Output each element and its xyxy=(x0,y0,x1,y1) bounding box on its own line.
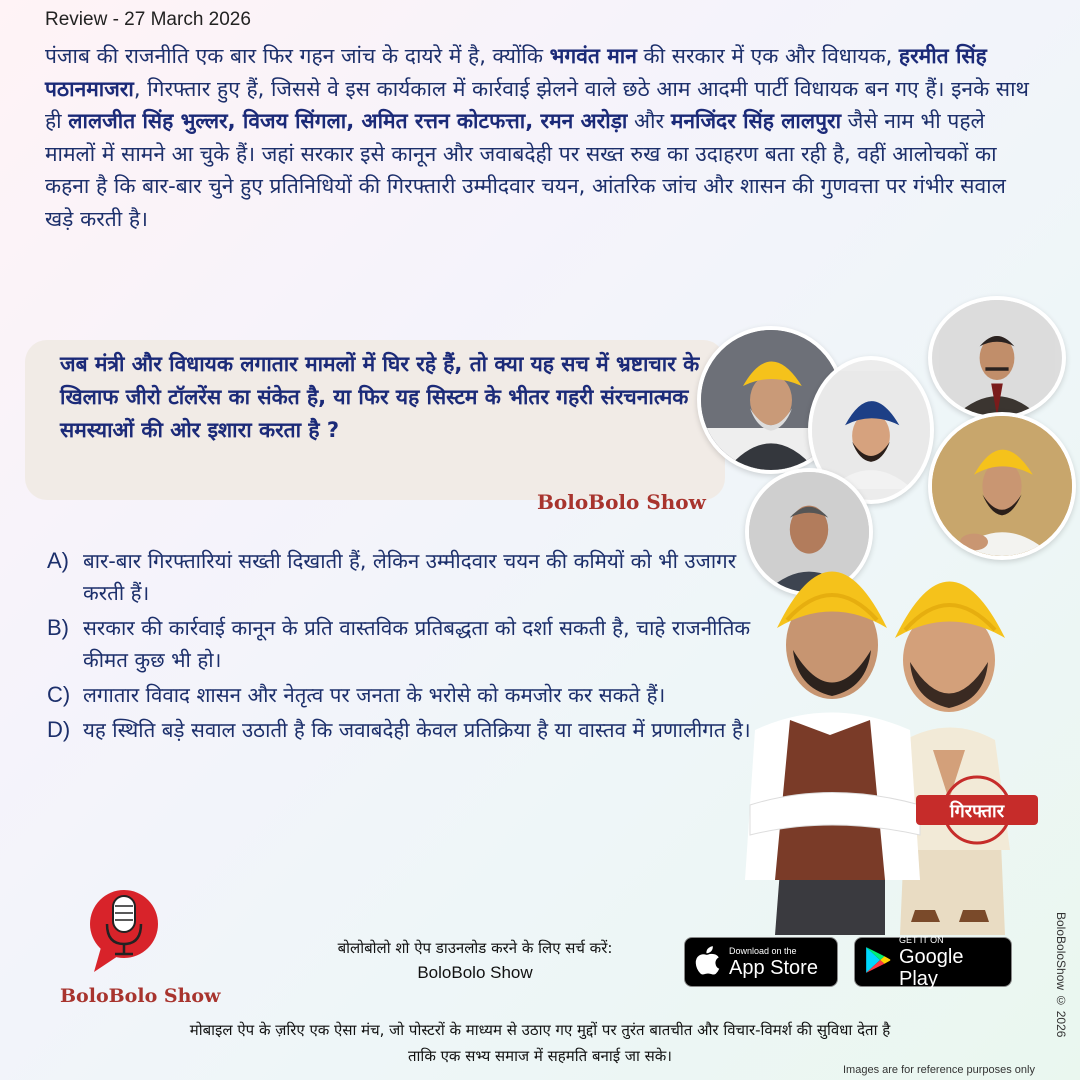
google-play-button[interactable] xyxy=(854,934,1012,990)
name-manjinder-singh: मनजिंदर सिंह लालपुरा xyxy=(670,109,842,133)
option-d[interactable] xyxy=(47,714,767,746)
option-text: लगातार विवाद शासन और नेतृत्व पर जनता के भरोसे को कमजोर कर सकते हैं। xyxy=(83,683,666,707)
apple-icon xyxy=(695,945,721,979)
footer-line-2: ताकि एक सभ्य समाज में सहमति बनाई जा सके। xyxy=(408,1047,672,1065)
google-play-icon xyxy=(865,946,891,978)
portrait-man-suit xyxy=(928,296,1066,420)
name-harmeet-singh: हरमीत सिंह पठानमाजरा xyxy=(45,44,987,101)
intro-paragraph xyxy=(45,40,1035,235)
brand-watermark: BoloBolo Show xyxy=(537,490,706,514)
app-store-small-text: Download on the xyxy=(729,945,797,956)
app-store-button[interactable] xyxy=(684,937,838,987)
intro-text: की सरकार में एक और विधायक, xyxy=(636,44,899,68)
answer-options xyxy=(47,545,767,749)
portrait-yellow-turban-folded-hands xyxy=(928,412,1076,560)
question-text: जब मंत्री और विधायक लगातार मामलों में घिर रहे हैं, तो क्या यह सच में भ्रष्टाचार के खिलाफ जीरो टॉलरेंस का संकेत है, या फिर यह सिस्टम के भीतर गहरी संरचनात्मक समस्याओं की ओर इशारा करता है ? xyxy=(60,352,700,442)
option-text: यह स्थिति बड़े सवाल उठाती है कि जवाबदेही केवल प्रतिक्रिया है या वास्तव में प्रणालीगत है। xyxy=(83,718,751,742)
brand-logo-text: BoloBolo Show xyxy=(60,985,221,1007)
option-text: बार-बार गिरफ्तारियां सख्ती दिखाती हैं, लेकिन उम्मीदवार चयन की कमियों को भी उजागर करती हैं। xyxy=(83,549,737,605)
search-term: BoloBolo Show xyxy=(417,963,533,982)
intro-text: पंजाब की राजनीति एक बार फिर गहन जांच के दायरे में है, क्योंकि xyxy=(45,44,550,68)
leaders-illustration xyxy=(735,550,1045,935)
option-c[interactable] xyxy=(47,679,767,711)
disclaimer: Images are for reference purposes only xyxy=(843,1064,1035,1076)
option-letter: B) xyxy=(47,615,69,640)
google-play-label: Google Play xyxy=(899,945,964,990)
copyright-credit: BoloBoloShow © 2026 xyxy=(1054,912,1068,1038)
review-date-label: Review - 27 March 2026 xyxy=(45,9,251,30)
intro-text: जैसे नाम भी पहले मामलों में सामने आ चुके हैं। जहां सरकार इसे कानून और जवाबदेही पर सख्त रुख का उदाहरण बता रही है, वहीं आलोचकों का कहना है कि बार-बार चुने हुए प्रतिनिधियों की गिरफ्तारी उम्मीदवार चयन, आंतरिक जांच और शासन की गुणवत्ता पर गंभीर सवाल खड़े करती है। xyxy=(45,109,1006,231)
name-bhagwant-mann: भगवंत मान xyxy=(549,44,637,68)
microphone-icon xyxy=(88,882,160,992)
search-prompt: बोलोबोलो शो ऐप डाउनलोड करने के लिए सर्च करें: xyxy=(337,939,613,957)
arrested-stamp xyxy=(912,775,1042,845)
stamp-text: गिरफ्तार xyxy=(949,801,1005,822)
footer-description xyxy=(30,1017,1050,1069)
intro-text: , गिरफ्तार हुए हैं, जिससे वे इस कार्यकाल में कार्रवाई झेलने वाले छठे आम आदमी पार्टी विधायक बन गए हैं। इनके साथ ही xyxy=(45,76,1029,133)
option-b[interactable] xyxy=(47,612,767,676)
option-letter: C) xyxy=(47,682,71,707)
option-letter: D) xyxy=(47,717,71,742)
option-letter: A) xyxy=(47,548,69,573)
footer-line-1: मोबाइल ऐप के ज़रिए एक ऐसा मंच, जो पोस्टरों के माध्यम से उठाए गए मुद्दों पर तुरंत बातचीत और विचार-विमर्श की सुविधा देता है xyxy=(189,1021,891,1039)
option-a[interactable] xyxy=(47,545,767,609)
google-play-small-text: GET IT ON xyxy=(899,934,944,945)
app-store-label: App Store xyxy=(729,956,818,979)
intro-text: और xyxy=(627,109,671,133)
option-text: सरकार की कार्रवाई कानून के प्रति वास्तविक प्रतिबद्धता को दर्शा सकती है, चाहे राजनीतिक कीमत कुछ भी हो। xyxy=(83,616,751,672)
names-other-mlas: लालजीत सिंह भुल्लर, विजय सिंगला, अमित रत्तन कोटफत्ता, रमन अरोड़ा xyxy=(68,109,628,133)
